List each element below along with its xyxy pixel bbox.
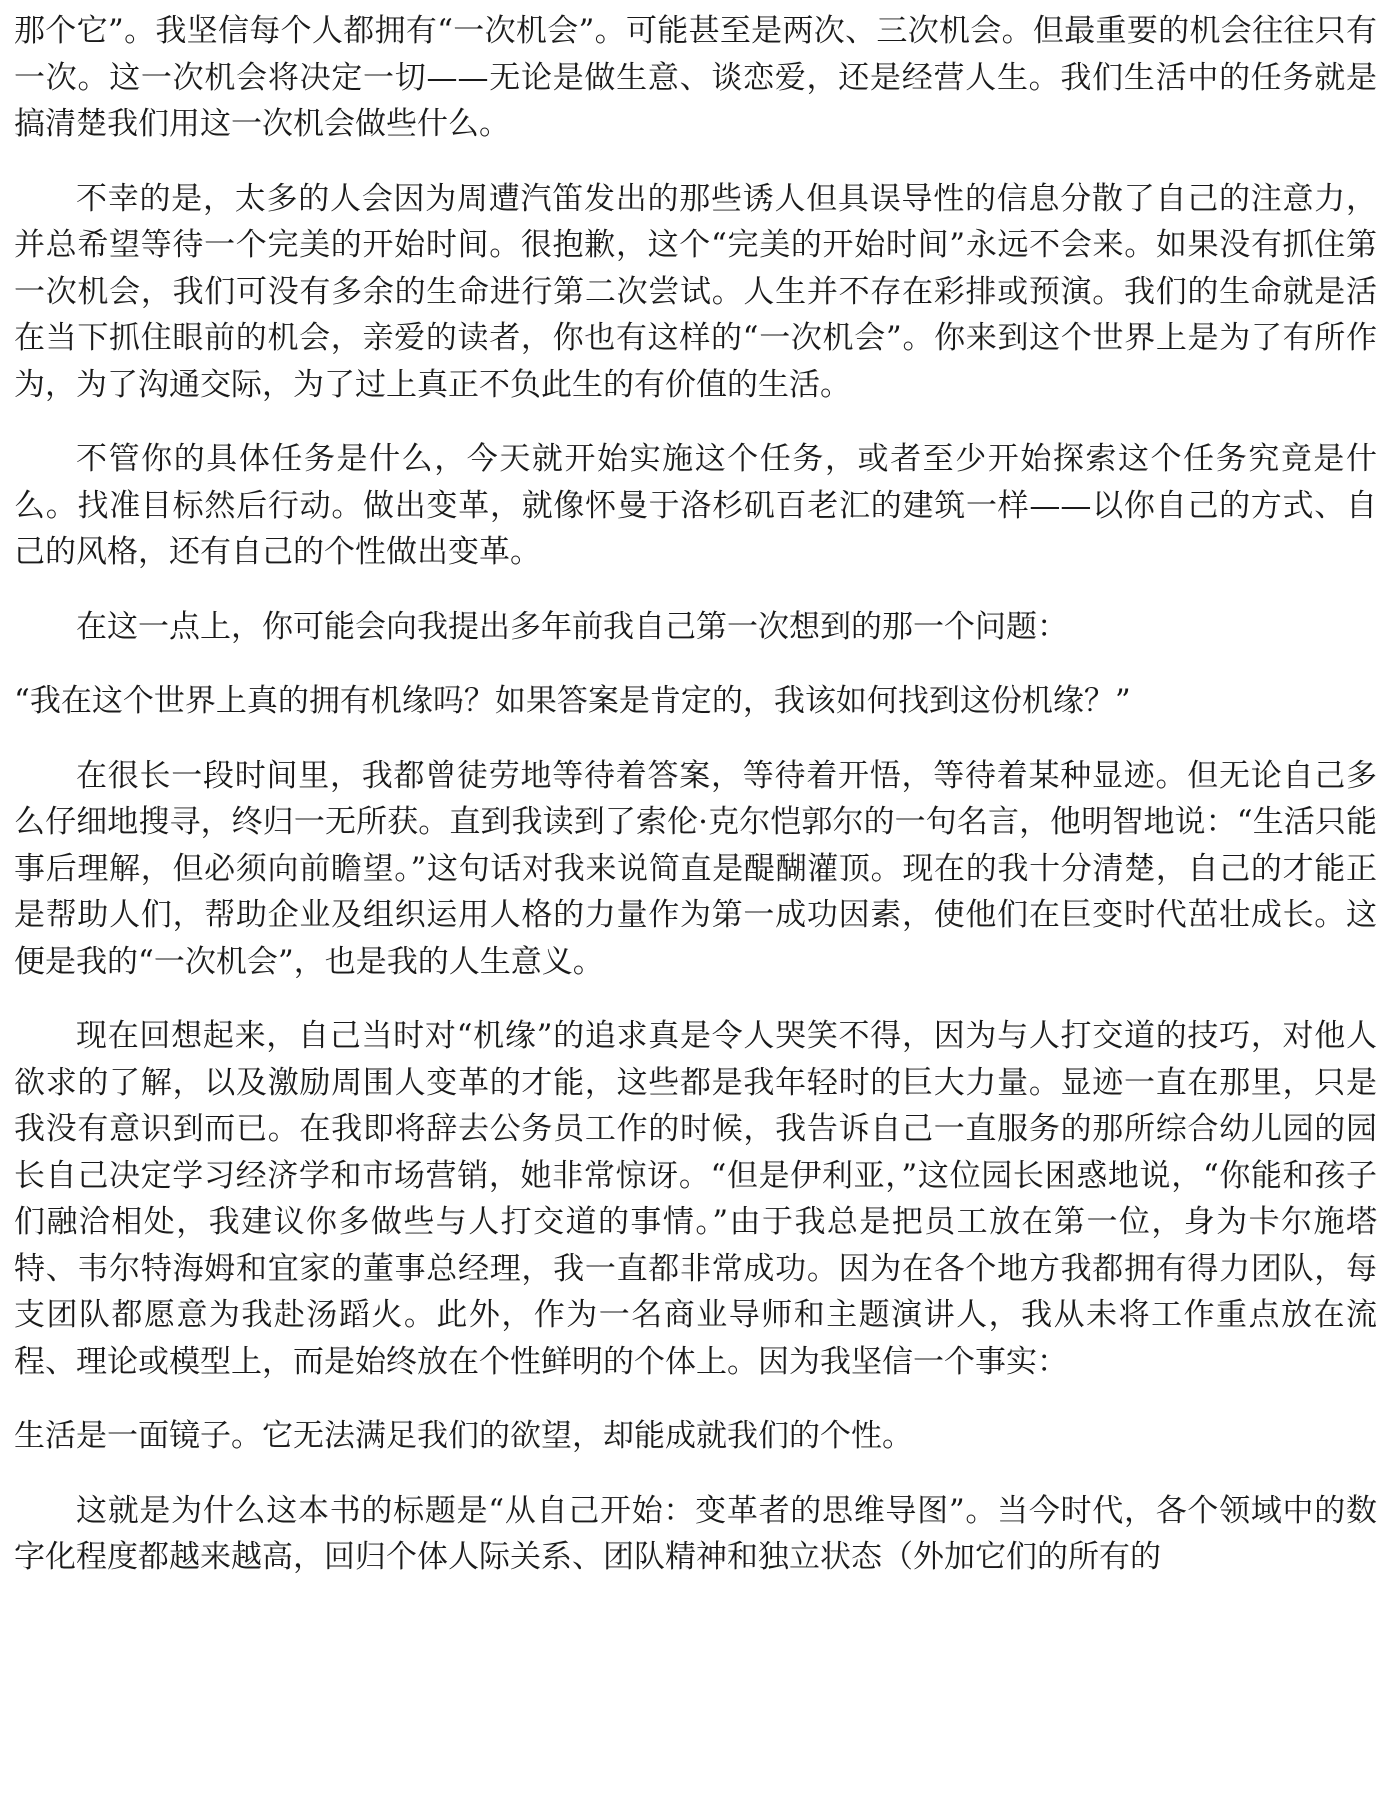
paragraph: 在这一点上，你可能会向我提出多年前我自己第一次想到的那一个问题： [76,608,1068,645]
paragraph: 这就是为什么这本书的标题是“从自己开始：变革者的思维导图”。当今时代，各个领域中的数字化程度都越来越高，回归个体人际关系、团队精神和独立状态（外加它们的所有的 [14,1492,1377,1575]
document-page [14,8,1377,1609]
paragraph: 不管你的具体任务是什么，今天就开始实施这个任务，或者至少开始探索这个任务究竟是什么。找准目标然后行动。做出变革，就像怀曼于洛杉矶百老汇的建筑一样——以你自己的方式、自己的风格，还有自己的个性做出变革。 [14,441,1377,570]
paragraph: 现在回想起来，自己当时对“机缘”的追求真是令人哭笑不得，因为与人打交道的技巧，对他人欲求的了解，以及激励周围人变革的才能，这些都是我年轻时的巨大力量。显迹一直在那里，只是我没有意识到而已。在我即将辞去公务员工作的时候，我告诉自己一直服务的那所综合幼儿园的园长自己决定学习经济学和市场营销，她非常惊讶。“但是伊利亚，”这位园长困惑地说，“你能和孩子们融洽相处，我建议你多做些与人打交道的事情。”由于我总是把员工放在第一位，身为卡尔施塔特、韦尔特海姆和宜家的董事总经理，我一直都非常成功。因为在各个地方我都拥有得力团队，每支团队都愿意为我赴汤蹈火。此外，作为一名商业导师和主题演讲人，我从未将工作重点放在流程、理论或模型上，而是始终放在个性鲜明的个体上。因为我坚信一个事实： [14,1018,1377,1380]
question-quote: “我在这个世界上真的拥有机缘吗？如果答案是肯定的，我该如何找到这份机缘？” [14,683,1131,719]
paragraph: 在很长一段时间里，我都曾徒劳地等待着答案，等待着开悟，等待着某种显迹。但无论自己多么仔细地搜寻，终归一无所获。直到我读到了索伦·克尔恺郭尔的一句名言，他明智地说：“生活只能事后理解，但必须向前瞻望。”这句话对我来说简直是醍醐灌顶。现在的我十分清楚，自己的才能正是帮助人们，帮助企业及组织运用人格的力量作为第一成功因素，使他们在巨变时代茁壮成长。这便是我的“一次机会”，也是我的人生意义。 [14,757,1377,980]
paragraph-continuation: 那个它”。我坚信每个人都拥有“一次机会”。可能甚至是两次、三次机会。但最重要的机会往往只有一次。这一次机会将决定一切——无论是做生意、谈恋爱，还是经营人生。我们生活中的任务就是搞清楚我们用这一次机会做些什么。 [14,13,1377,142]
life-mirror-statement: 生活是一面镜子。它无法满足我们的欲望，却能成就我们的个性。 [14,1418,913,1454]
paragraph: 不幸的是，太多的人会因为周遭汽笛发出的那些诱人但具误导性的信息分散了自己的注意力，并总希望等待一个完美的开始时间。很抱歉，这个“完美的开始时间”永远不会来。如果没有抓住第一次机会，我们可没有多余的生命进行第二次尝试。人生并不存在彩排或预演。我们的生命就是活在当下抓住眼前的机会，亲爱的读者，你也有这样的“一次机会”。你来到这个世界上是为了有所作为，为了沟通交际，为了过上真正不负此生的有价值的生活。 [14,180,1377,403]
